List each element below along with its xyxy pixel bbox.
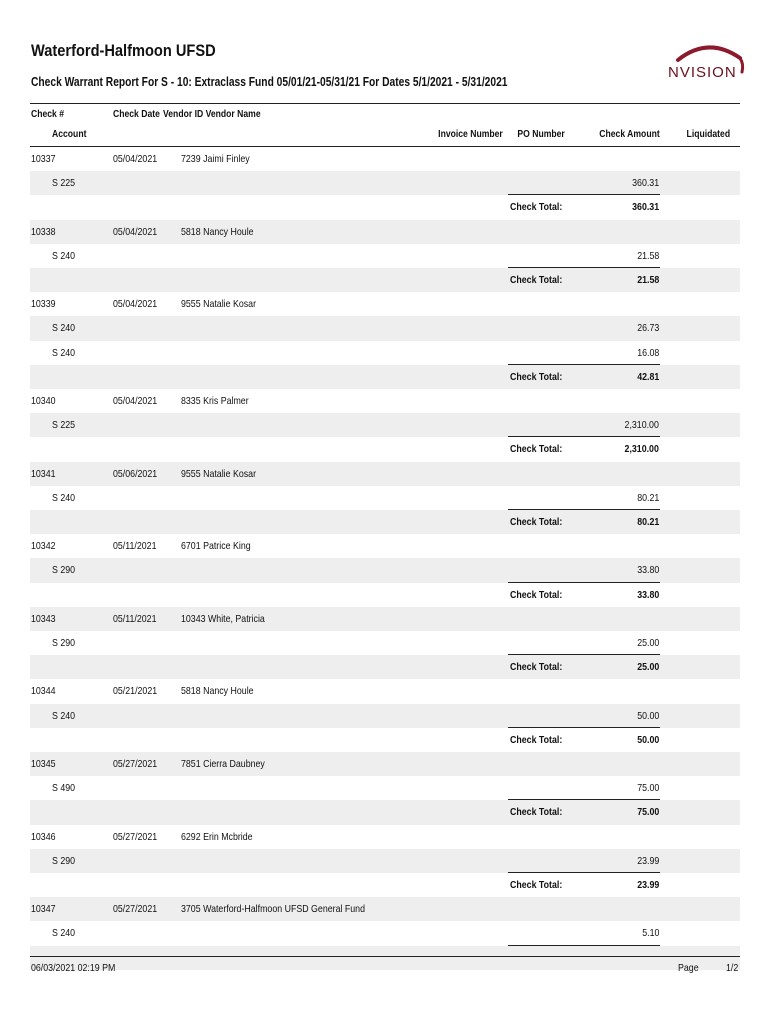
- vendor-name: 8335 Kris Palmer: [181, 395, 249, 407]
- col-account: Account: [52, 128, 87, 140]
- check-date: 05/04/2021: [113, 395, 158, 407]
- vendor-name: 10343 White, Patricia: [181, 612, 265, 625]
- row-band: [30, 849, 740, 873]
- row-band: [30, 268, 740, 292]
- check-number: 10337: [31, 153, 56, 165]
- check-total-amount: 360.31: [632, 201, 659, 214]
- check-date: 05/27/2021: [113, 830, 158, 843]
- check-number: 10341: [31, 467, 56, 480]
- total-rule: [508, 654, 660, 655]
- col-check-no: Check #: [31, 108, 65, 120]
- check-number: 10344: [31, 685, 56, 698]
- total-rule: [508, 799, 660, 800]
- page-number: 1/2: [726, 962, 739, 974]
- vendor-name: 5818 Nancy Houle: [181, 225, 254, 238]
- check-total-amount: 21.58: [636, 274, 659, 286]
- row-band: [30, 728, 740, 752]
- logo-text: NVISION: [668, 64, 737, 81]
- check-number: 10345: [31, 758, 56, 770]
- check-total-amount: 2,310.00: [624, 443, 659, 456]
- page-label: Page: [678, 962, 699, 974]
- total-rule: [508, 364, 660, 365]
- check-number: 10338: [31, 225, 56, 238]
- row-band: [30, 921, 740, 945]
- check-total-amount: 50.00: [636, 733, 659, 746]
- check-number: 10342: [31, 540, 56, 553]
- account-code: S 240: [52, 249, 76, 262]
- vendor-name: 6292 Erin Mcbride: [181, 830, 253, 843]
- row-band: [30, 704, 740, 728]
- check-number: 10339: [31, 298, 56, 311]
- line-amount: 360.31: [632, 177, 659, 190]
- vendor-name: 5818 Nancy Houle: [181, 685, 254, 698]
- vendor-name: 7239 Jaimi Finley: [181, 153, 250, 165]
- account-code: S 225: [52, 419, 76, 432]
- row-band: [30, 244, 740, 268]
- total-rule: [508, 582, 660, 583]
- total-rule: [508, 194, 660, 195]
- check-total-label: Check Total:: [510, 806, 563, 819]
- check-date: 05/27/2021: [113, 758, 158, 770]
- check-total-label: Check Total:: [510, 370, 563, 383]
- col-po-number: PO Number: [517, 128, 565, 140]
- check-total-label: Check Total:: [510, 201, 563, 214]
- row-band: [30, 341, 740, 365]
- check-total-label: Check Total:: [510, 879, 563, 891]
- line-amount: 25.00: [636, 637, 659, 649]
- line-amount: 26.73: [636, 322, 659, 335]
- check-total-label: Check Total:: [510, 588, 563, 601]
- check-total-amount: 80.21: [636, 516, 659, 528]
- line-amount: 2,310.00: [624, 419, 659, 432]
- check-total-label: Check Total:: [510, 443, 563, 456]
- check-number: 10347: [31, 903, 56, 916]
- check-number: 10343: [31, 612, 56, 625]
- check-date: 05/11/2021: [113, 612, 157, 625]
- account-code: S 240: [52, 346, 76, 359]
- row-band: [30, 946, 740, 970]
- check-date: 05/06/2021: [113, 467, 158, 480]
- account-code: S 290: [52, 854, 76, 867]
- check-number: 10346: [31, 830, 56, 843]
- col-invoice-number: Invoice Number: [438, 128, 503, 140]
- check-total-label: Check Total:: [510, 274, 563, 286]
- check-date: 05/11/2021: [113, 540, 157, 553]
- row-band: [30, 776, 740, 800]
- check-total-amount: 25.00: [636, 661, 659, 674]
- vendor-name: 3705 Waterford-Halfmoon UFSD General Fund: [181, 903, 365, 916]
- vendor-name: 6701 Patrice King: [181, 540, 251, 553]
- account-code: S 240: [52, 927, 76, 940]
- print-timestamp: 06/03/2021 02:19 PM: [31, 962, 116, 974]
- account-code: S 240: [52, 709, 76, 722]
- total-rule: [508, 509, 660, 510]
- total-rule: [508, 436, 660, 437]
- col-check-amount: Check Amount: [599, 128, 660, 140]
- line-amount: 33.80: [636, 564, 659, 577]
- col-vendor: Vendor ID Vendor Name: [163, 108, 261, 120]
- check-date: 05/27/2021: [113, 903, 158, 916]
- row-band: [30, 510, 740, 534]
- line-amount: 5.10: [641, 927, 659, 940]
- row-band: [30, 558, 740, 582]
- account-code: S 225: [52, 177, 76, 190]
- account-code: S 290: [52, 564, 76, 577]
- check-date: 05/04/2021: [113, 298, 158, 311]
- total-rule: [508, 945, 660, 946]
- total-rule: [508, 267, 660, 268]
- total-rule: [508, 727, 660, 728]
- account-code: S 490: [52, 782, 76, 795]
- check-total-amount: 75.00: [636, 806, 659, 819]
- row-band: [30, 631, 740, 655]
- account-code: S 240: [52, 322, 76, 335]
- account-code: S 290: [52, 637, 76, 649]
- vendor-name: 9555 Natalie Kosar: [181, 298, 257, 311]
- nvision-logo: [660, 40, 750, 88]
- check-date: 05/21/2021: [113, 685, 158, 698]
- check-date: 05/04/2021: [113, 153, 158, 165]
- row-band: [30, 655, 740, 679]
- header-top-rule: [30, 103, 740, 104]
- row-band: [30, 583, 740, 607]
- col-liquidated: Liquidated: [686, 128, 730, 140]
- check-total-label: Check Total:: [510, 516, 563, 528]
- row-band: [30, 365, 740, 389]
- total-rule: [508, 872, 660, 873]
- check-date: 05/04/2021: [113, 225, 158, 238]
- footer-rule: [30, 956, 740, 957]
- check-number: 10340: [31, 395, 56, 407]
- row-band: [30, 873, 740, 897]
- check-total-amount: 23.99: [636, 879, 659, 891]
- row-band: [30, 486, 740, 510]
- check-total-amount: 33.80: [636, 588, 659, 601]
- line-amount: 16.08: [636, 346, 659, 359]
- check-total-amount: 42.81: [636, 370, 659, 383]
- col-check-date: Check Date: [113, 108, 160, 120]
- line-amount: 50.00: [636, 709, 659, 722]
- report-subtitle: Check Warrant Report For S - 10: Extraclass Fund 05/01/21-05/31/21 For Dates 5/1/2021 - 5/31/2021: [31, 75, 508, 89]
- vendor-name: 9555 Natalie Kosar: [181, 467, 257, 480]
- line-amount: 75.00: [636, 782, 659, 795]
- row-band: [30, 316, 740, 340]
- row-band: [30, 800, 740, 824]
- line-amount: 80.21: [636, 491, 659, 504]
- check-total-label: Check Total:: [510, 661, 563, 674]
- line-amount: 23.99: [636, 854, 659, 867]
- report-title: Waterford-Halfmoon UFSD: [31, 41, 216, 60]
- check-total-label: Check Total:: [510, 733, 563, 746]
- vendor-name: 7851 Cierra Daubney: [181, 758, 265, 770]
- line-amount: 21.58: [636, 249, 659, 262]
- account-code: S 240: [52, 491, 76, 504]
